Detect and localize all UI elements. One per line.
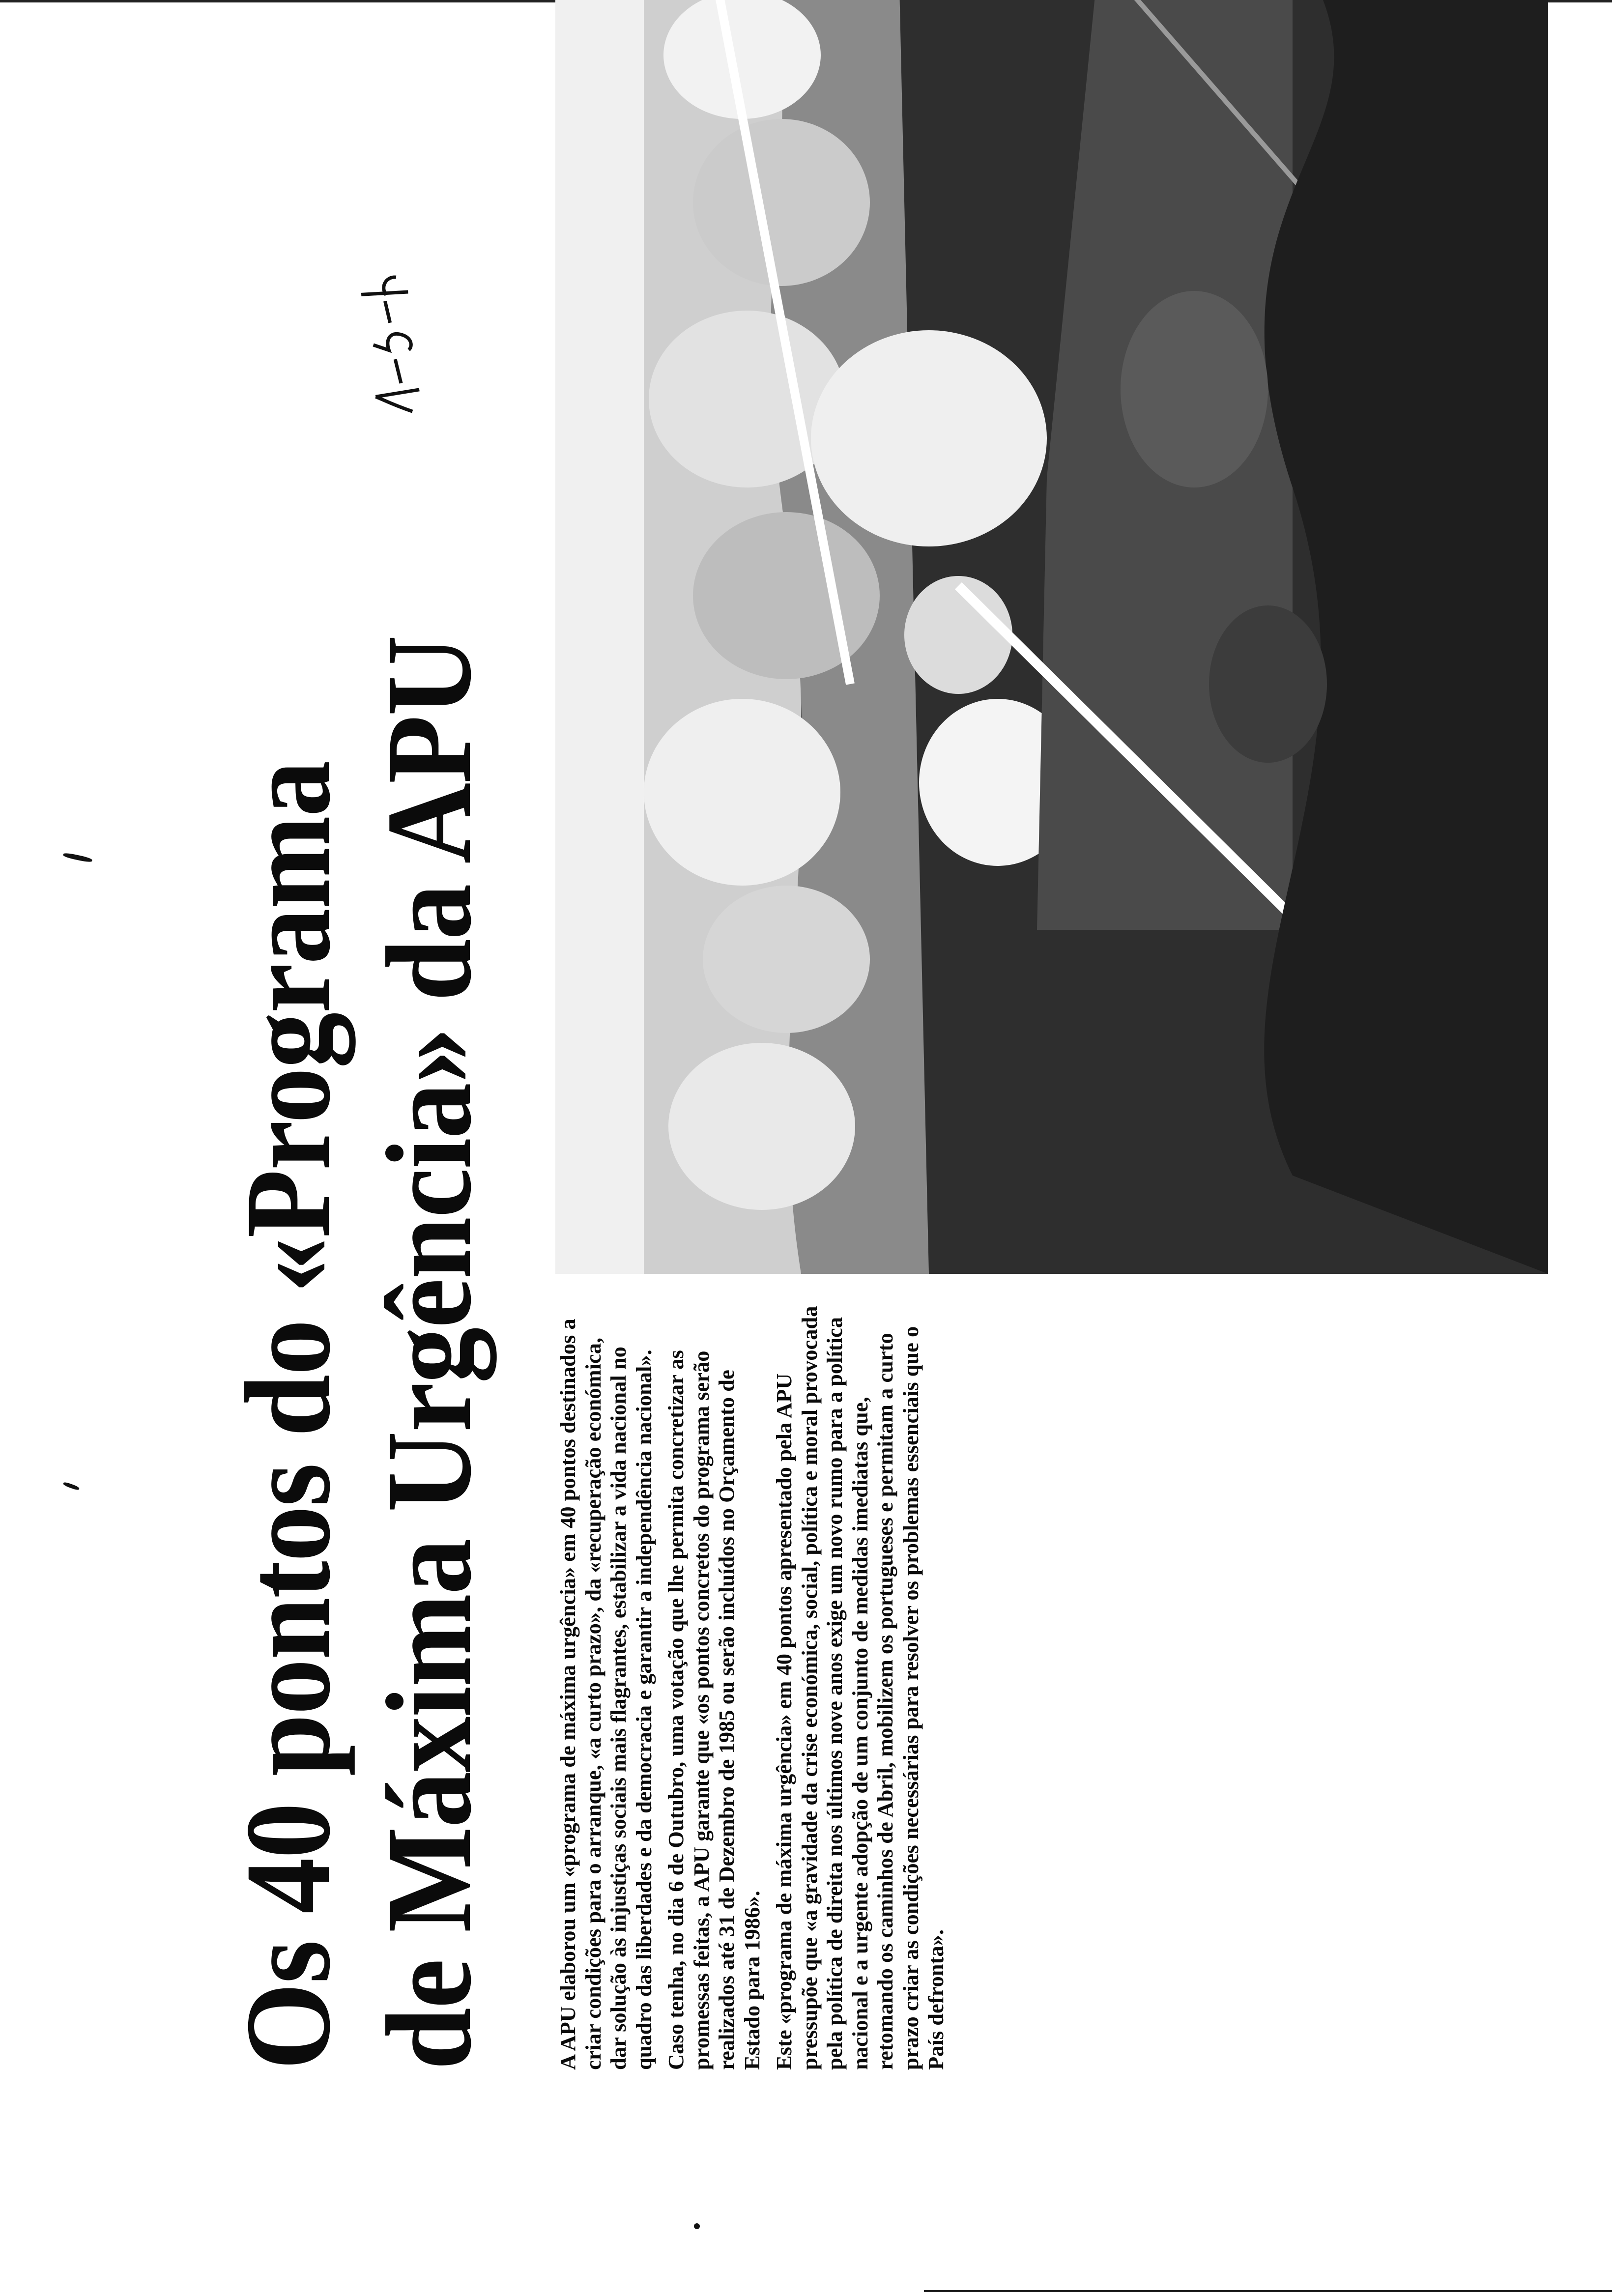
crowd-photo-icon	[555, 0, 1548, 1274]
article-body	[555, 1303, 956, 2070]
headline-line-1: Os 40 pontos do «Programa	[220, 761, 355, 2070]
article-paragraph-2: Caso tenha, no dia 6 de Outubro, uma votação que lhe permita concretizar as promessas feitas, a APU garante que «os pontos concretos do programa serão realizados até 31 de Dezembro de 1985 ou serão incluídos no Orçamento de Estado para 1986».	[663, 1350, 764, 2070]
headline-line-2: de Máxima Urgência» da APU	[361, 636, 496, 2070]
article-paragraph-3: Este «programa de máxima urgência» em 40 pontos apresentado pela APU pressupõe que «a gravidade da crise económica, social, política e moral provocada pela política de direita nos últimos nove anos exige um novo rumo para a política nacional e a urgente adopção de um conjunto de medidas imediatas que, retomando os caminhos de Abril, mobilizem os portugueses e permitam a curto prazo criar as condições necessárias para resolver os problemas essenciais que o País defronta».	[772, 1306, 948, 2070]
article-paragraph-1: A APU elaborou um «programa de máxima urgência» em 40 pontos destinados a criar condições para o arranque, «a curto prazo», da «recuperação económica, dar solução às injustiças sociais mais flagrantes, estabilizar a vida nacional no quadro das liberdades e da democracia e garantir a independência nacional».	[555, 1319, 656, 2070]
crowd-photo	[555, 0, 1548, 1274]
